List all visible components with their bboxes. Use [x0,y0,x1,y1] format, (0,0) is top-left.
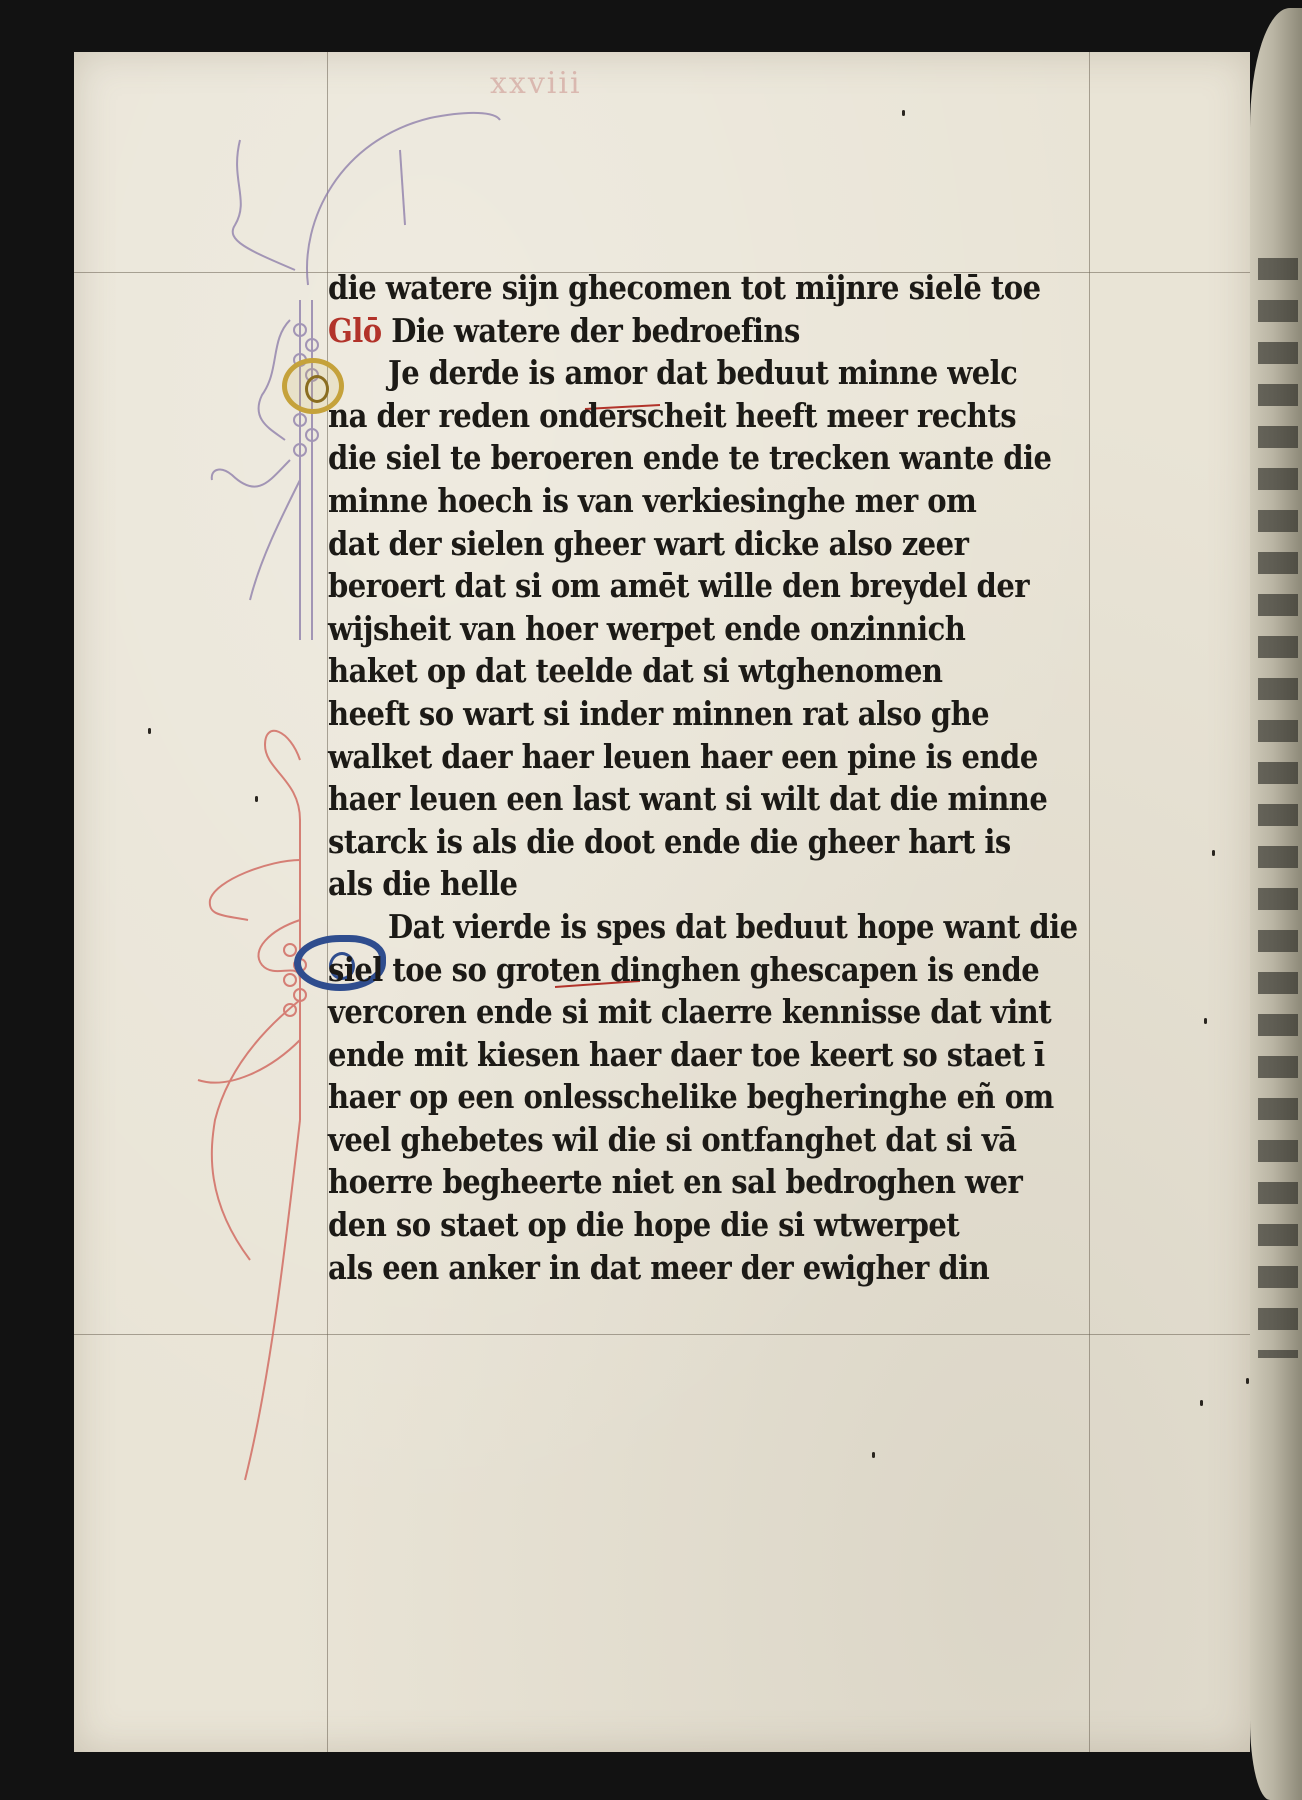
parchment-speck [148,728,151,734]
parchment-speck [1204,1018,1207,1024]
parchment-speck [872,1452,875,1458]
adjacent-page-text [1258,258,1298,1358]
text-line: als die helle [328,864,518,904]
text-line: Je derde is amor dat beduut minne welc [388,353,1018,393]
rubric-glo: Glō [328,310,382,350]
parchment-speck [1212,850,1215,856]
text-line: dat der sielen gheer wart dicke also zeer [328,523,969,563]
text-line: veel ghebetes wil die si ontfanghet dat si vā [328,1119,1017,1159]
text-line: walket daer haer leuen haer een pine is ende [328,736,1038,776]
text-line: starck is als die doot ende die gheer hart is [328,821,1011,861]
parchment-speck [1200,1400,1203,1406]
adjacent-page-edge [1250,8,1302,1800]
folio-number: xxviii [490,66,582,101]
parchment-speck [1246,1378,1249,1384]
text-line: den so staet op die hope die si wtwerpet [328,1205,960,1245]
text-line: die siel te beroeren ende te trecken wante die [328,438,1052,478]
text-line: wijsheit van hoer werpet ende onzinnich [328,608,966,648]
text-line: als een anker in dat meer der ewigher din [328,1247,990,1287]
text-line: haket op dat teelde dat si wtghenomen [328,651,943,691]
text-line: haer op een onlesschelike begheringhe eñ om [328,1077,1054,1117]
text-line: siel toe so groten dinghen ghescapen is ende [328,949,1040,989]
text-line: heeft so wart si inder minnen rat also ghe [328,693,990,733]
text-line: vercoren ende si mit claerre kennisse dat vint [328,992,1052,1032]
text-line: minne hoech is van verkiesinghe mer om [328,480,977,520]
text-line: na der reden onderscheit heeft meer rechts [328,395,1017,435]
parchment-speck [255,796,258,802]
main-text-block [328,268,1108,1290]
text-line: hoerre begheerte niet en sal bedroghen wer [328,1162,1023,1202]
text-line: ende mit kiesen haer daer toe keert so staet ī [328,1034,1045,1074]
text-line: haer leuen een last want si wilt dat die minne [328,779,1048,819]
text-line: beroert dat si om amēt wille den breydel der [328,566,1030,606]
text-line: Glō Die watere der bedroefins [328,310,800,350]
parchment-speck [902,110,905,116]
text-line: die watere sijn ghecomen tot mijnre sielē toe [328,268,1041,307]
text-line: Dat vierde is spes dat beduut hope want die [388,906,1078,946]
ruling-bottom [74,1334,1250,1335]
